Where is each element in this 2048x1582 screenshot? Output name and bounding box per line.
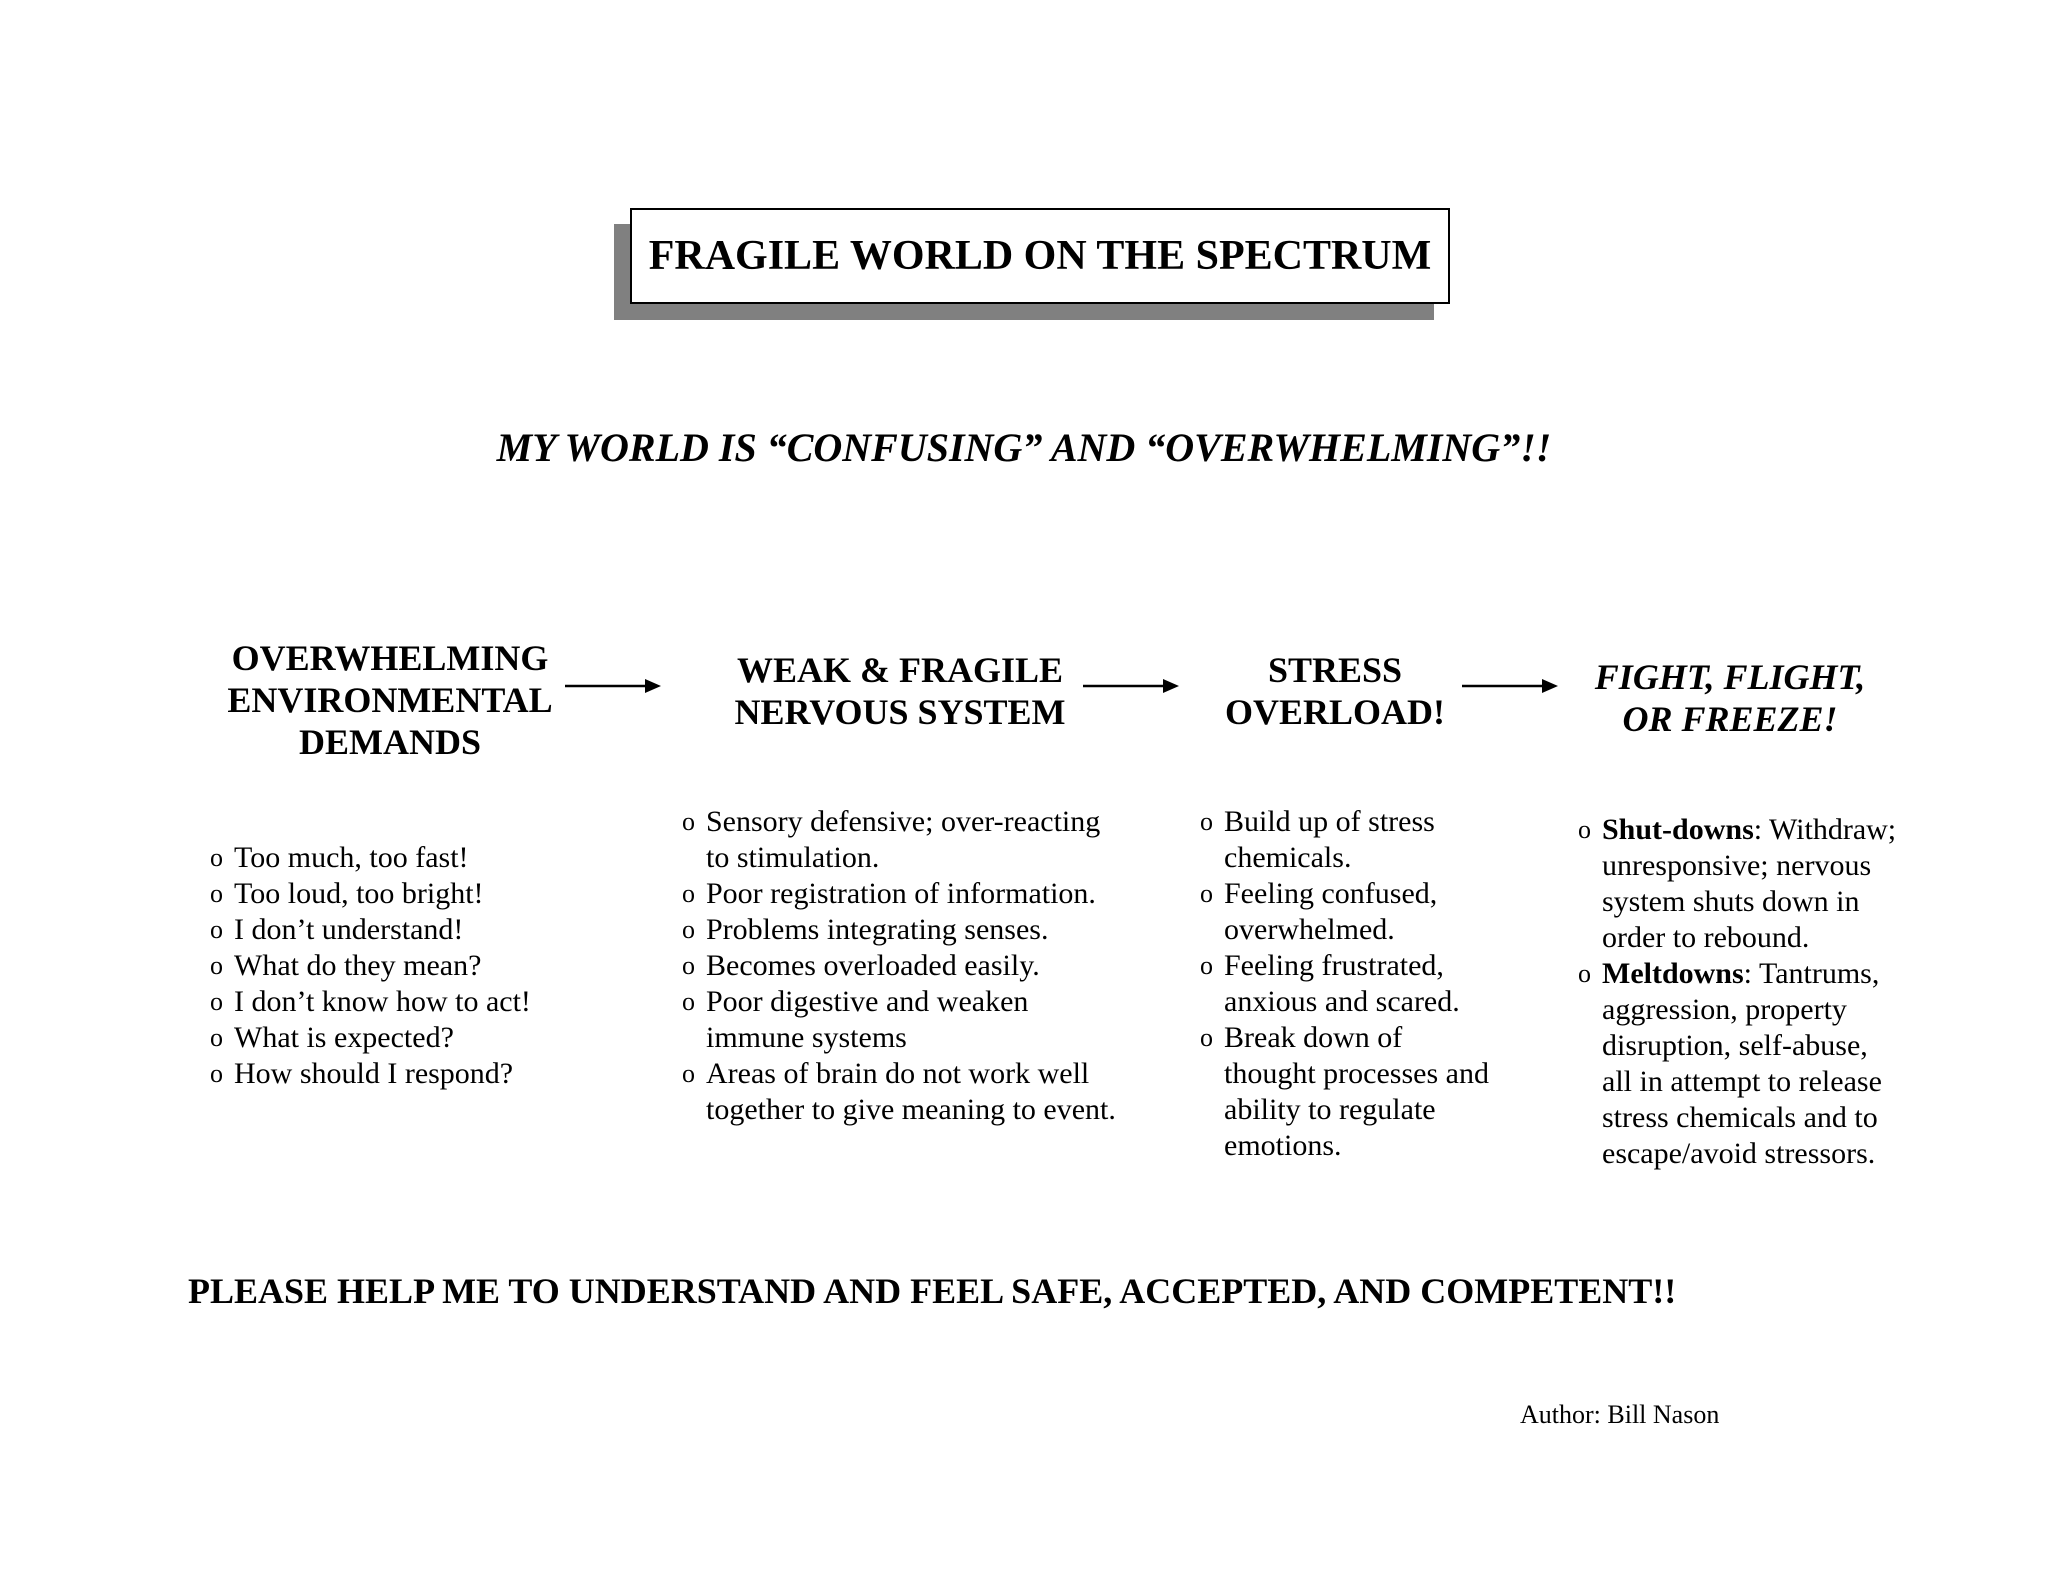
fight-flight-freeze-list (1578, 812, 1896, 1172)
bullet-icon: o (210, 843, 223, 872)
list-item-text: Sensory defensive; over-reacting (706, 805, 1101, 838)
list-item-term: Meltdowns (1602, 957, 1744, 990)
list-item-text: Break down of (1224, 1021, 1403, 1054)
bullet-icon: o (1200, 879, 1213, 908)
list-item-term: Shut-downs (1602, 813, 1754, 846)
stage-heading-line: ENVIRONMENTAL (227, 680, 553, 720)
stage-heading-line: OVERWHELMING (231, 638, 549, 678)
stage-heading-nervous-system (720, 649, 1080, 733)
bullet-icon: o (682, 807, 695, 836)
list-item (1200, 804, 1530, 876)
list-item-text: Too much, too fast! (234, 841, 469, 874)
stage-heading-demands (205, 637, 575, 763)
list-item-text: Feeling confused, (1224, 877, 1438, 910)
list-item (682, 804, 1116, 876)
list-item (210, 840, 531, 876)
page-subtitle: MY WORLD IS “CONFUSING” AND “OVERWHELMING”!! (496, 425, 1552, 470)
page-title: FRAGILE WORLD ON THE SPECTRUM (630, 208, 1450, 304)
list-item-text: unresponsive; nervous (1602, 849, 1872, 882)
right-arrow-icon (1083, 676, 1179, 696)
bullet-icon: o (210, 951, 223, 980)
list-item-text: : Withdraw; (1753, 813, 1897, 846)
demands-list (210, 840, 531, 1092)
list-item-text: Becomes overloaded easily. (706, 949, 1040, 982)
stress-overload-list (1200, 804, 1530, 1161)
right-arrow-icon (565, 676, 661, 696)
stage-heading-line: WEAK & FRAGILE (736, 650, 1064, 690)
stage-heading-line: OR FREEZE! (1622, 699, 1838, 739)
list-item-text: What is expected? (234, 1021, 454, 1054)
bullet-icon: o (1200, 1023, 1213, 1052)
list-item-text: Too loud, too bright! (234, 877, 484, 910)
bullet-icon: o (682, 1059, 695, 1088)
list-item-text: Poor registration of information. (706, 877, 1096, 910)
bullet-icon: o (682, 987, 695, 1016)
list-item (210, 1020, 531, 1056)
list-item (210, 1056, 531, 1092)
list-item (1578, 956, 1896, 1172)
bullet-icon: o (682, 879, 695, 908)
list-item (682, 1056, 1116, 1128)
list-item-text: escape/avoid stressors. (1602, 1137, 1876, 1170)
list-item-text: : Tantrums, (1743, 957, 1880, 990)
stage-heading-line: STRESS (1267, 650, 1403, 690)
list-item-text: stress chemicals and to (1602, 1101, 1878, 1134)
list-item-text: ability to regulate (1224, 1093, 1436, 1126)
nervous-system-list (682, 804, 1116, 1128)
bullet-icon: o (210, 879, 223, 908)
list-item-text: I don’t understand! (234, 913, 464, 946)
bullet-icon: o (210, 987, 223, 1016)
list-item (682, 876, 1116, 912)
stage-heading-line: DEMANDS (298, 722, 481, 762)
stage-heading-fight-flight-freeze (1560, 656, 1900, 740)
list-item-text: overwhelmed. (1224, 913, 1395, 946)
list-item-text: to stimulation. (706, 841, 880, 874)
stage-heading-line: FIGHT, FLIGHT, (1594, 657, 1866, 697)
right-arrow-icon (1462, 676, 1558, 696)
bullet-icon: o (1578, 815, 1591, 844)
list-item-text: aggression, property (1602, 993, 1847, 1026)
list-item-text: What do they mean? (234, 949, 482, 982)
list-item-text: together to give meaning to event. (706, 1093, 1116, 1126)
list-item-text: Poor digestive and weaken (706, 985, 1029, 1018)
closing-statement: PLEASE HELP ME TO UNDERSTAND AND FEEL SAFE, ACCEPTED, AND COMPETENT!! (188, 1271, 1677, 1311)
list-item (1578, 812, 1896, 956)
title-box-frame (630, 208, 1450, 304)
list-item (1200, 948, 1530, 1020)
list-item-text: Build up of stress (1224, 805, 1435, 838)
list-item-text: immune systems (706, 1021, 907, 1054)
list-item-text: system shuts down in (1602, 885, 1860, 918)
list-item-text: How should I respond? (234, 1057, 514, 1090)
bullet-icon: o (210, 1023, 223, 1052)
list-item (210, 912, 531, 948)
bullet-icon: o (210, 915, 223, 944)
list-item (1200, 1020, 1530, 1161)
bullet-icon: o (1200, 807, 1213, 836)
bullet-icon: o (1578, 959, 1591, 988)
bullet-icon: o (210, 1059, 223, 1088)
list-item-text: Problems integrating senses. (706, 913, 1049, 946)
stage-heading-stress-overload (1190, 649, 1480, 733)
list-item-text: Areas of brain do not work well (706, 1057, 1090, 1090)
list-item-text: chemicals. (1224, 841, 1352, 874)
list-item-text: I don’t know how to act! (234, 985, 531, 1018)
author-credit: Author: Bill Nason (1520, 1400, 1720, 1429)
list-item-text: anxious and scared. (1224, 985, 1460, 1018)
bullet-icon: o (1200, 951, 1213, 980)
list-item (210, 876, 531, 912)
list-item (210, 948, 531, 984)
stage-heading-line: NERVOUS SYSTEM (734, 692, 1066, 732)
list-item-text: order to rebound. (1602, 921, 1810, 954)
list-item-text: thought processes and (1224, 1057, 1489, 1090)
list-item-text: disruption, self-abuse, (1602, 1029, 1868, 1062)
list-item-text: Feeling frustrated, (1224, 949, 1444, 982)
list-item-text: emotions. (1224, 1129, 1342, 1161)
list-item (1200, 876, 1530, 948)
list-item (682, 984, 1116, 1056)
stress-list-clip (1200, 804, 1530, 1161)
list-item (210, 984, 531, 1020)
list-item-text: all in attempt to release (1602, 1065, 1882, 1098)
stage-heading-line: OVERLOAD! (1224, 692, 1445, 732)
list-item (682, 912, 1116, 948)
bullet-icon: o (682, 915, 695, 944)
bullet-icon: o (682, 951, 695, 980)
list-item (682, 948, 1116, 984)
